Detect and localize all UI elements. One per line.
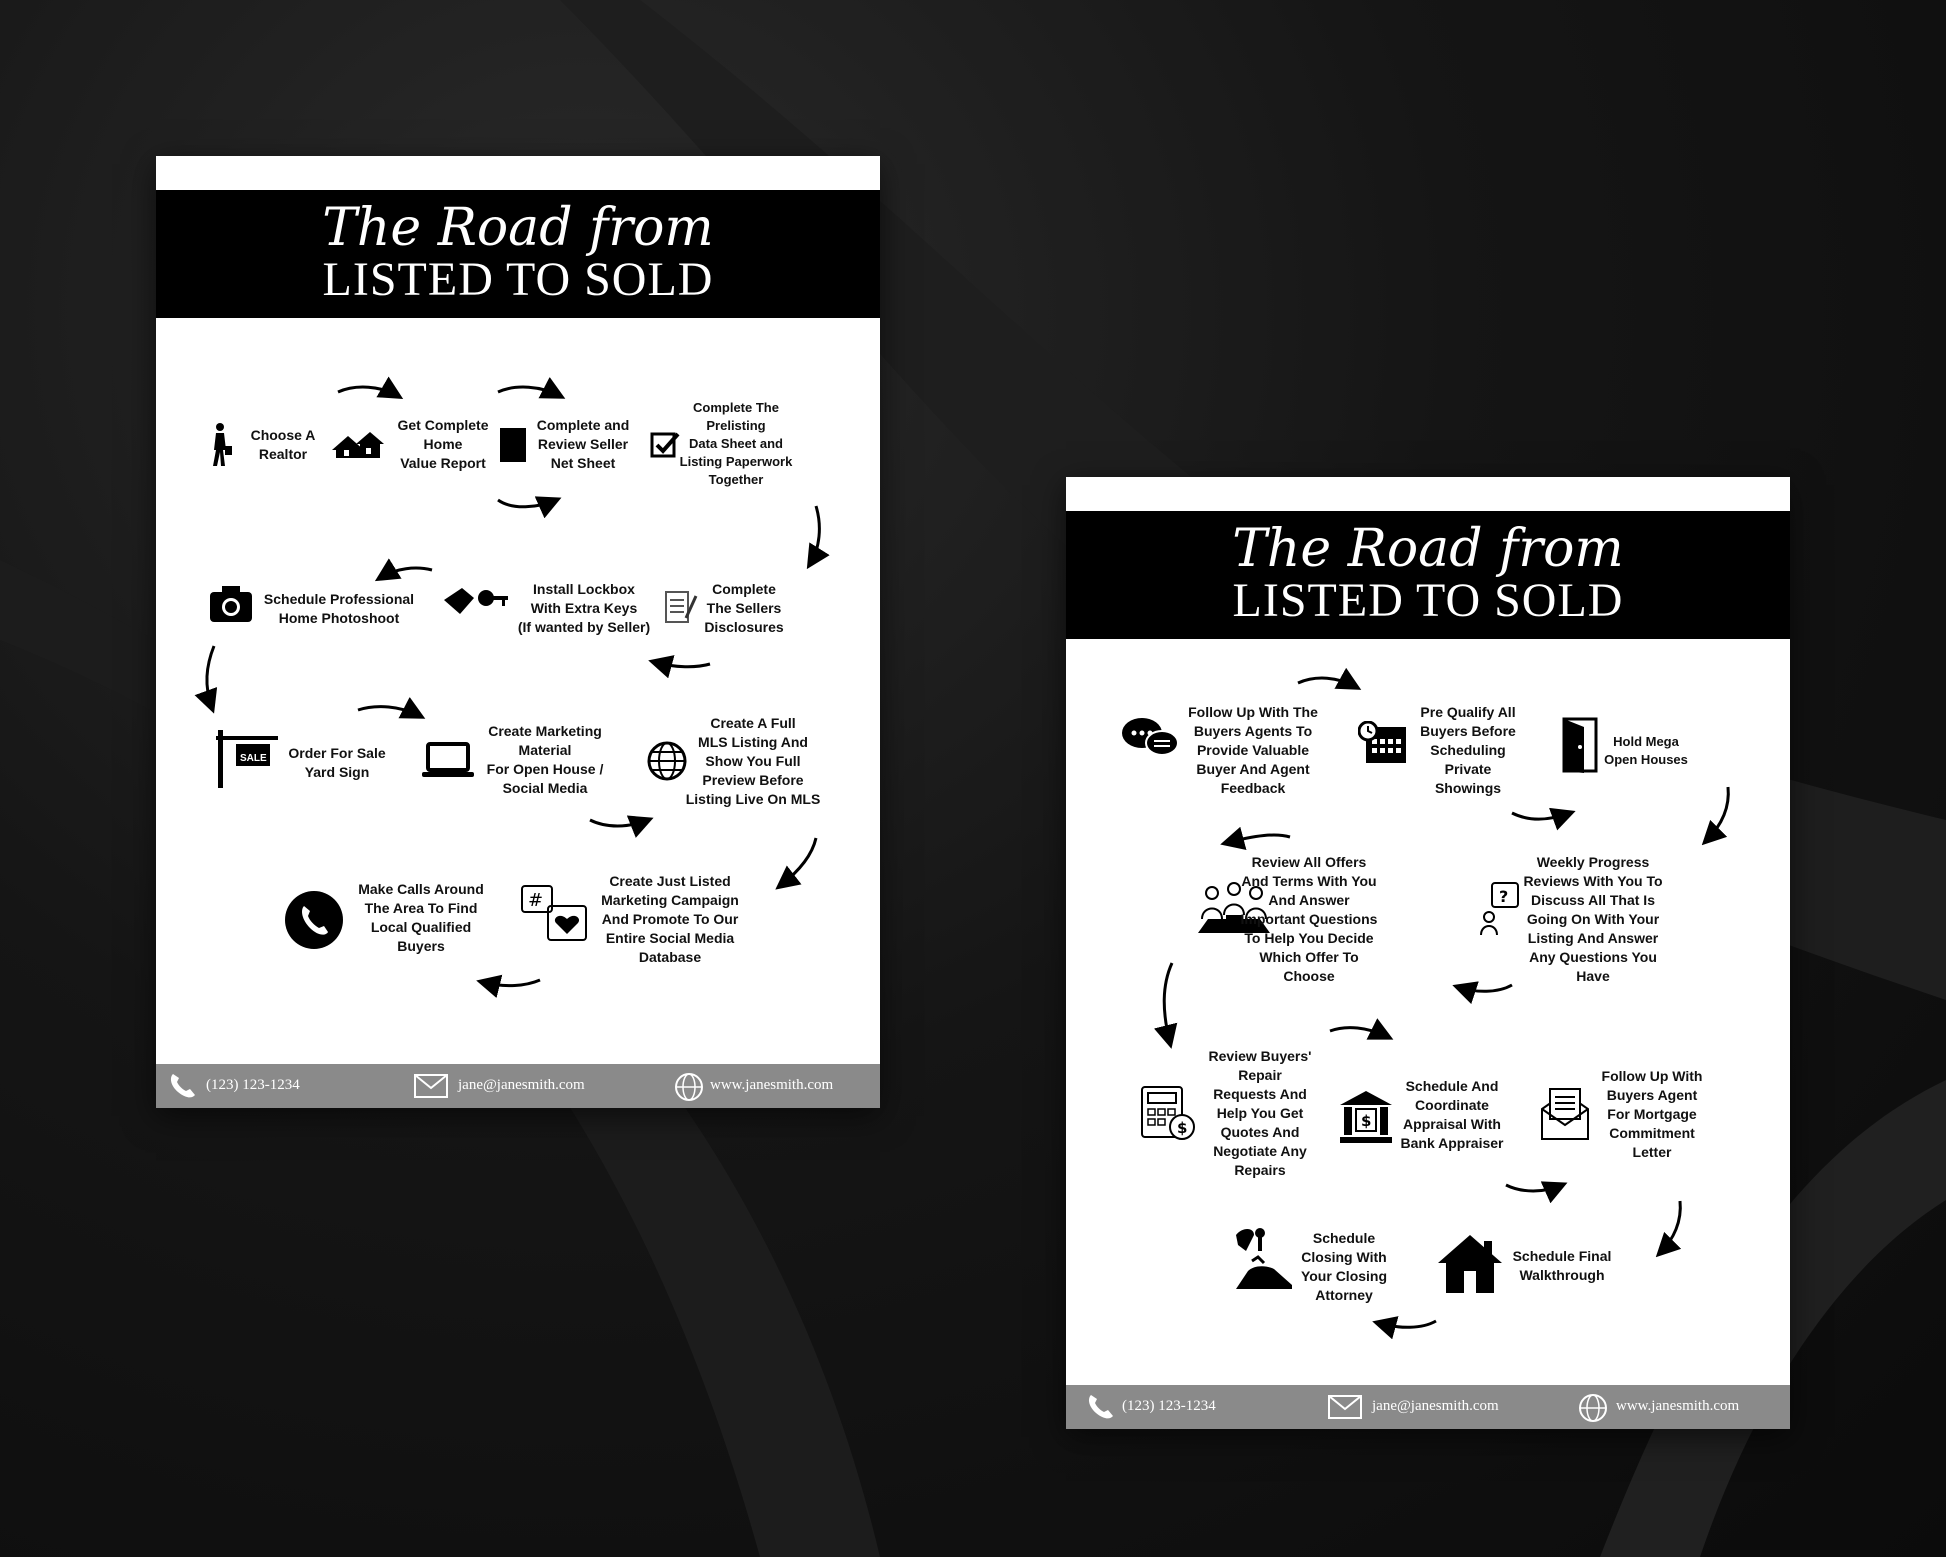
flow-arrows — [156, 156, 880, 1106]
step-mega-open-houses: Hold Mega Open Houses — [1604, 734, 1688, 767]
web-globe-icon — [1578, 1393, 1608, 1423]
svg-text:$: $ — [1361, 1112, 1372, 1130]
step-mortgage-commitment: Follow Up With Buyers Agent For Mortgage Commitment Letter — [1601, 1068, 1703, 1160]
svg-text:?: ? — [1499, 887, 1509, 906]
sign-text: SALE — [240, 753, 267, 764]
envelope-icon — [1328, 1395, 1362, 1419]
step-yard-sign: Order For Sale Yard Sign — [288, 745, 386, 780]
contact-footer — [156, 1064, 880, 1108]
footer-phone[interactable]: (123) 123-1234 — [1122, 1398, 1216, 1414]
svg-text:#: # — [528, 890, 544, 911]
contact-footer — [1066, 1385, 1790, 1429]
phone-icon — [1086, 1393, 1114, 1421]
step-repair-requests: Review Buyers' Repair Requests And Help You Get Quotes And Negotiate Any Repairs — [1208, 1048, 1312, 1178]
footer-phone[interactable]: (123) 123-1234 — [206, 1077, 300, 1093]
step-just-listed-campaign: Create Just Listed Marketing Campaign And Promote To Our Entire Social Media Database — [601, 873, 739, 965]
step-choose-realtor: Choose A Realtor — [250, 427, 316, 462]
step-prelisting-paperwork: Complete The Prelisting Data Sheet and Listing Paperwork Together — [679, 400, 793, 487]
title-caps: LISTED TO SOLD — [322, 253, 714, 306]
step-sellers-disclosures: Complete The Sellers Disclosures — [704, 581, 784, 635]
footer-website[interactable]: www.janesmith.com — [710, 1077, 834, 1093]
step-home-photoshoot: Schedule Professional Home Photoshoot — [263, 591, 415, 626]
title-script: The Road from — [1232, 519, 1624, 579]
step-make-calls: Make Calls Around The Area To Find Local Qualified Buyers — [358, 881, 484, 954]
step-seller-net-sheet: Complete and Review Seller Net Sheet — [536, 417, 630, 471]
step-schedule-appraisal: Schedule And Coordinate Appraisal With Bank Appraiser — [1400, 1078, 1504, 1151]
title-script: The Road from — [322, 198, 714, 258]
step-schedule-closing: Schedule Closing With Your Closing Attorney — [1300, 1230, 1388, 1303]
footer-email[interactable]: jane@janesmith.com — [458, 1077, 585, 1093]
step-marketing-material: Create Marketing Material For Open House / Social Media — [486, 723, 604, 796]
envelope-icon — [414, 1074, 448, 1098]
step-weekly-progress-reviews: Weekly Progress Reviews With You To Discuss All That Is Going On With Your Listing And Answer Any Questions You Have — [1523, 854, 1663, 984]
step-install-lockbox: Install Lockbox With Extra Keys (If wanted by Seller) — [517, 581, 651, 635]
step-home-value-report: Get Complete Home Value Report — [397, 417, 489, 471]
step-final-walkthrough: Schedule Final Walkthrough — [1512, 1248, 1612, 1283]
flyer-listed-to-sold-2 — [1066, 477, 1790, 1429]
step-buyers-agent-feedback: Follow Up With The Buyers Agents To Provide Valuable Buyer And Agent Feedback — [1188, 704, 1318, 796]
step-mls-listing: Create A Full MLS Listing And Show You Full Preview Before Listing Live On MLS — [685, 715, 821, 807]
flyer-listed-to-sold-1 — [156, 156, 880, 1108]
web-globe-icon — [674, 1072, 704, 1102]
footer-email[interactable]: jane@janesmith.com — [1372, 1398, 1499, 1414]
footer-website[interactable]: www.janesmith.com — [1616, 1398, 1740, 1414]
step-review-offers: Review All Offers And Terms With You And Answer Important Questions To Help You Decide Which Offer To Choose — [1240, 854, 1378, 984]
title-caps: LISTED TO SOLD — [1232, 574, 1624, 627]
phone-icon — [168, 1072, 196, 1100]
flow-arrows — [1066, 477, 1790, 1427]
step-pre-qualify-buyers: Pre Qualify All Buyers Before Scheduling Private Showings — [1420, 704, 1516, 796]
svg-text:$: $ — [1177, 1119, 1188, 1137]
